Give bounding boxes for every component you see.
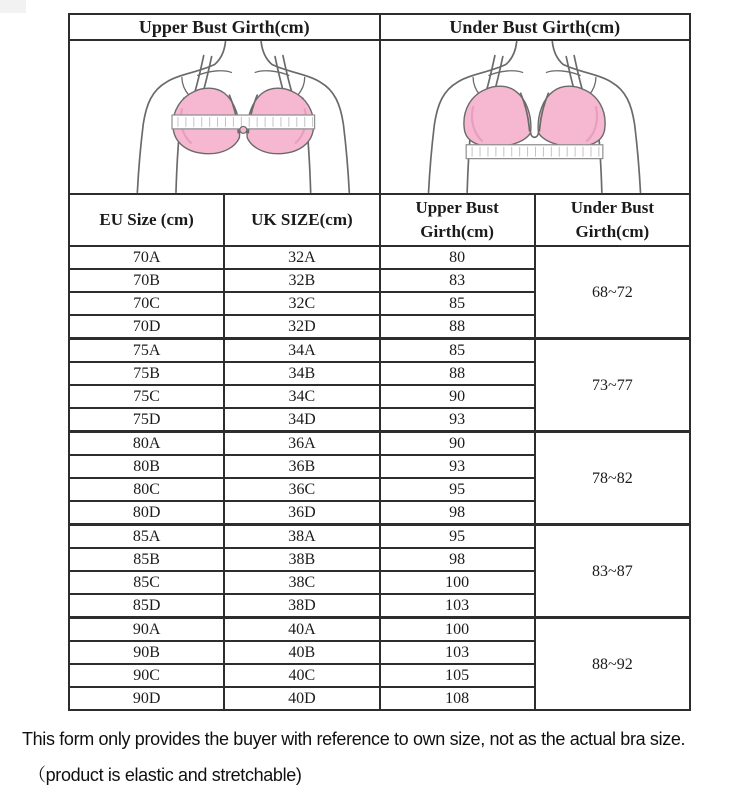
eu-size-cell: 70C [69,292,224,315]
upper-bust-measure-figure [70,41,378,193]
upper-bust-cell: 95 [380,478,535,501]
eu-size-cell: 85B [69,548,224,571]
table-row [69,246,690,269]
eu-size-cell: 85D [69,594,224,618]
under-bust-range-cell: 88~92 [535,618,690,711]
upper-bust-cell: 95 [380,525,535,549]
uk-size-cell: 36D [224,501,379,525]
under-bust-range-cell: 83~87 [535,525,690,618]
illustration-row [69,40,690,194]
uk-size-cell: 38C [224,571,379,594]
eu-size-cell: 90B [69,641,224,664]
eu-size-cell: 70B [69,269,224,292]
upper-bust-girth-header: Upper Bust Girth(cm) [69,14,380,40]
under-bust-range-cell: 68~72 [535,246,690,339]
uk-size-cell: 40A [224,618,379,642]
upper-bust-cell: 85 [380,292,535,315]
upper-bust-figure-cell [69,40,380,194]
eu-size-cell: 70A [69,246,224,269]
column-header-row [69,194,690,246]
eu-size-cell: 80C [69,478,224,501]
uk-size-cell: 32B [224,269,379,292]
top-header-row [69,14,690,40]
uk-size-cell: 34D [224,408,379,432]
col-header-eu-size: EU Size (cm) [69,194,224,246]
upper-bust-cell: 98 [380,548,535,571]
uk-size-cell: 34C [224,385,379,408]
eu-size-cell: 80B [69,455,224,478]
upper-bust-cell: 93 [380,455,535,478]
upper-bust-cell: 103 [380,594,535,618]
measuring-tape-under [466,145,603,159]
col-header-under-bust: Under Bust Girth(cm) [535,194,690,246]
eu-size-cell: 70D [69,315,224,339]
disclaimer-line2: （product is elastic and stretchable) [28,765,302,785]
eu-size-cell: 75A [69,339,224,363]
upper-bust-cell: 83 [380,269,535,292]
eu-size-cell: 90D [69,687,224,710]
under-bust-measure-figure [381,41,689,193]
eu-size-cell: 75B [69,362,224,385]
under-bust-range-cell: 73~77 [535,339,690,432]
uk-size-cell: 40C [224,664,379,687]
uk-size-cell: 40D [224,687,379,710]
uk-size-cell: 32A [224,246,379,269]
under-bust-girth-header: Under Bust Girth(cm) [380,14,691,40]
uk-size-cell: 32D [224,315,379,339]
eu-size-cell: 85C [69,571,224,594]
uk-size-cell: 34A [224,339,379,363]
upper-bust-cell: 80 [380,246,535,269]
eu-size-cell: 90C [69,664,224,687]
table-row [69,339,690,363]
uk-size-cell: 38A [224,525,379,549]
eu-size-cell: 90A [69,618,224,642]
col-header-uk-size: UK SIZE(cm) [224,194,379,246]
eu-size-cell: 80A [69,432,224,456]
disclaimer-line1: This form only provides the buyer with reference to own size, not as the actual bra size. [22,729,686,749]
upper-bust-cell: 90 [380,385,535,408]
upper-bust-cell: 100 [380,571,535,594]
eu-size-cell: 75D [69,408,224,432]
under-bust-range-cell: 78~82 [535,432,690,525]
size-chart-table [68,13,691,711]
eu-size-cell: 80D [69,501,224,525]
table-row [69,525,690,549]
uk-size-cell: 36B [224,455,379,478]
upper-bust-cell: 105 [380,664,535,687]
col-header-upper-bust: Upper Bust Girth(cm) [380,194,535,246]
upper-bust-cell: 90 [380,432,535,456]
eu-size-cell: 85A [69,525,224,549]
upper-bust-cell: 93 [380,408,535,432]
uk-size-cell: 32C [224,292,379,315]
upper-bust-cell: 98 [380,501,535,525]
upper-bust-cell: 88 [380,362,535,385]
uk-size-cell: 36A [224,432,379,456]
upper-bust-cell: 85 [380,339,535,363]
uk-size-cell: 40B [224,641,379,664]
upper-bust-cell: 108 [380,687,535,710]
uk-size-cell: 38D [224,594,379,618]
table-row [69,618,690,642]
table-row [69,432,690,456]
upper-bust-cell: 103 [380,641,535,664]
scan-artifact [0,0,26,13]
uk-size-cell: 36C [224,478,379,501]
under-bust-figure-cell [380,40,691,194]
uk-size-cell: 34B [224,362,379,385]
uk-size-cell: 38B [224,548,379,571]
eu-size-cell: 75C [69,385,224,408]
upper-bust-cell: 100 [380,618,535,642]
upper-bust-cell: 88 [380,315,535,339]
